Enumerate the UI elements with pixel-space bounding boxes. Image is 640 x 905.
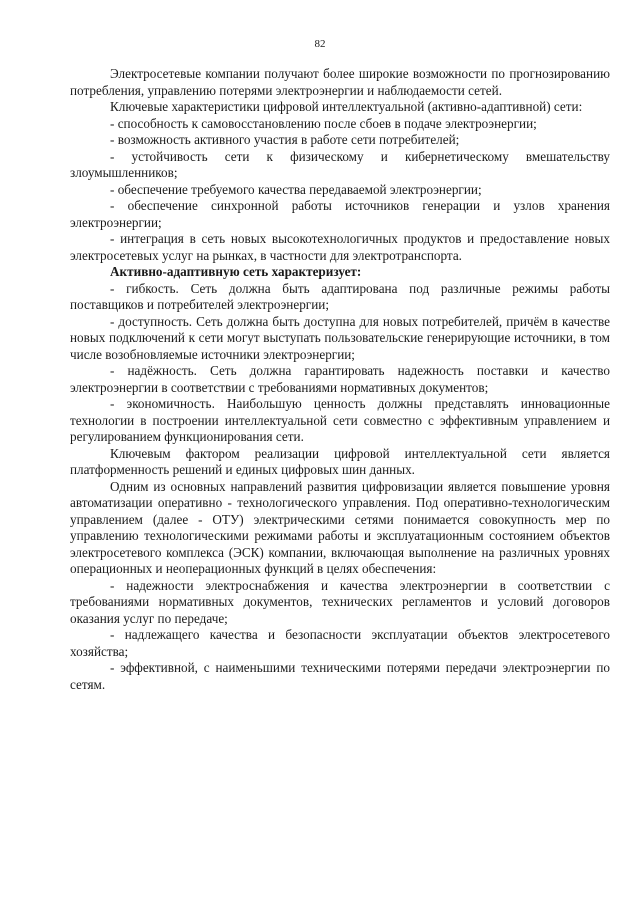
list-item: - интеграция в сеть новых высокотехнологичных продуктов и предоставление новых электросетевых услуг на рынках, в частности для электротранспорта. bbox=[70, 231, 610, 263]
paragraph: Ключевым фактором реализации цифровой интеллектуальной сети является платформенность решений и единых цифровых шин данных. bbox=[70, 445, 610, 477]
list-item: - гибкость. Сеть должна быть адаптирована под различные режимы работы поставщиков и потребителей электроэнергии; bbox=[70, 280, 610, 312]
list-item: - экономичность. Наибольшую ценность должны представлять инновационные технологии в построении интеллектуальной сети совместно с эффективным управлением и регулированием функционирования сети. bbox=[70, 396, 610, 444]
list-item: - возможность активного участия в работе сети потребителей; bbox=[110, 132, 460, 147]
page-body bbox=[70, 66, 610, 693]
list-item: - надёжность. Сеть должна гарантировать надежность поставки и качество электроэнергии в соответствии с требованиями нормативных документов; bbox=[70, 363, 610, 395]
paragraph: Одним из основных направлений развития цифровизации является повышение уровня автоматизации оперативно - технологического управления. Под оперативно-технологическим управлением (далее - ОТУ) электрическими сетями понимается совокупность мер по управлению технологическими режимами работы и эксплуатационным состоянием объектов электросетевого комплекса (ЭСК) компании, включающая выполнение на различных уровнях операционных и неоперационных функций в целях обеспечения: bbox=[70, 478, 610, 576]
list-item: - устойчивость сети к физическому и кибернетическому вмешательству злоумышленников; bbox=[70, 148, 610, 180]
list-item: - эффективной, с наименьшими техническими потерями передачи электроэнергии по сетям. bbox=[70, 660, 610, 692]
list-item: - обеспечение синхронной работы источников генерации и узлов хранения электроэнергии; bbox=[70, 198, 610, 230]
paragraph: Электросетевые компании получают более широкие возможности по прогнозированию потребления, управлению потерями электроэнергии и наблюдаемости сетей. bbox=[70, 66, 610, 98]
list-item: - доступность. Сеть должна быть доступна для новых потребителей, причём в качестве новых подключений к сети могут выступать пользовательские генерирующие источники, в том числе возобновляемые источники электроэнергии; bbox=[70, 313, 610, 362]
list-item: - надежности электроснабжения и качества электроэнергии в соответствии с требованиями нормативных документов, технических регламентов и условий договоров оказания услуг по передаче; bbox=[70, 577, 610, 626]
list-item: - способность к самовосстановлению после сбоев в подаче электроэнергии; bbox=[110, 115, 537, 131]
section-heading: Активно-адаптивную сеть характеризует: bbox=[110, 264, 362, 279]
page-number: 82 bbox=[314, 38, 326, 50]
list-item: - надлежащего качества и безопасности эксплуатации объектов электросетевого хозяйства; bbox=[70, 627, 610, 659]
paragraph: Ключевые характеристики цифровой интеллектуальной (активно-адаптивной) сети: bbox=[110, 99, 583, 114]
list-item: - обеспечение требуемого качества передаваемой электроэнергии; bbox=[110, 181, 482, 197]
